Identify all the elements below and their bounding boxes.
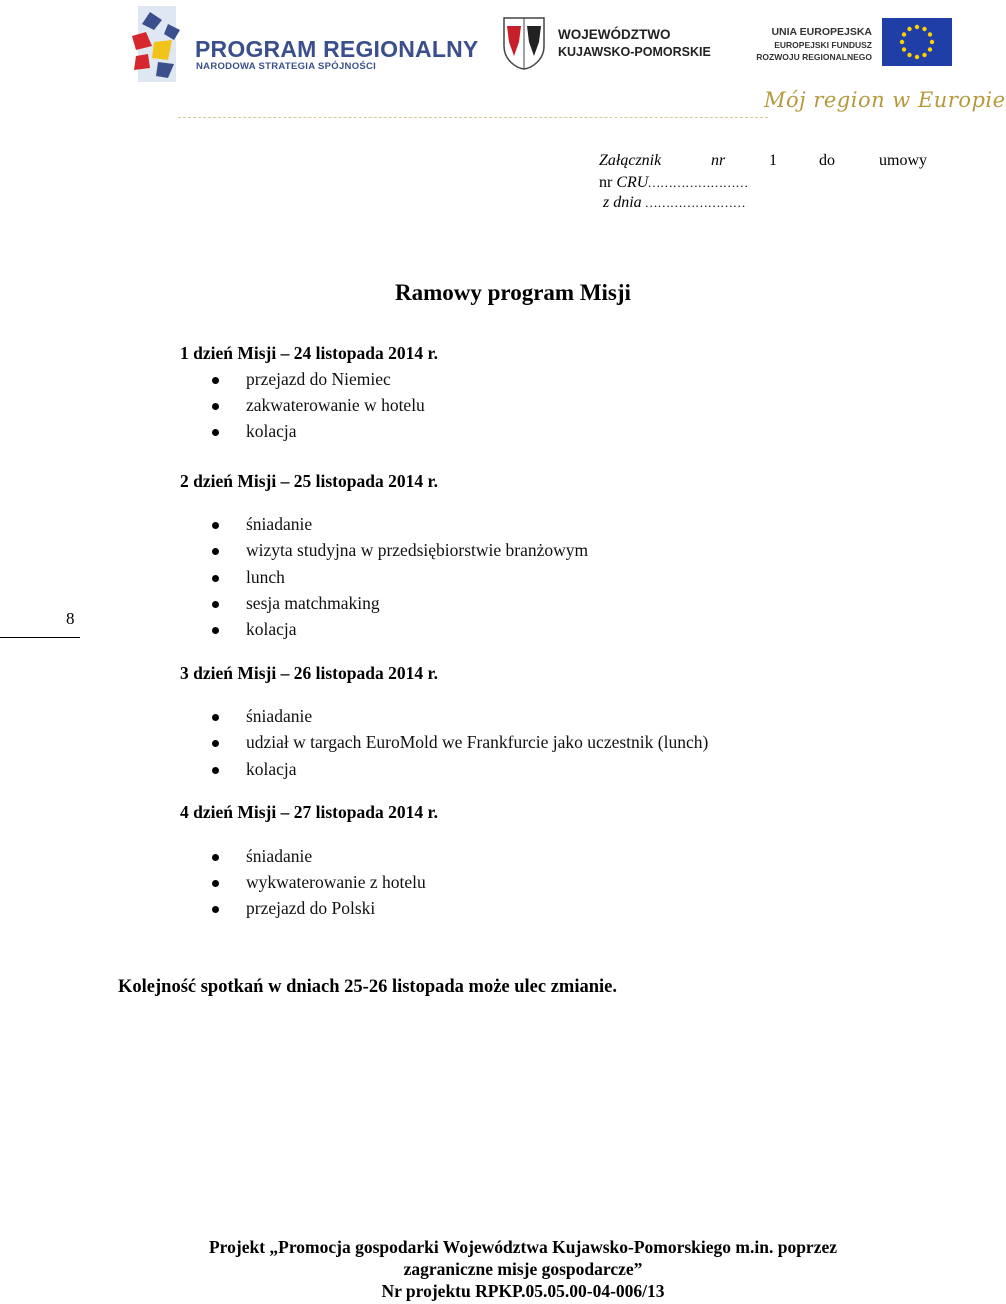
day-2-item: wizyta studyjna w przedsiębiorstwie branżowym — [246, 540, 589, 560]
bullet-icon — [212, 767, 219, 774]
bullet-icon — [212, 548, 219, 555]
attachment-contract-number — [599, 174, 749, 192]
day-1-heading: 1 dzień Misji – 24 listopada 2014 r. — [180, 343, 438, 363]
eu-logo-line1: UNIA EUROPEJSKA — [771, 26, 872, 38]
eu-flag-icon — [882, 18, 952, 66]
footer-project-line1: Projekt „Promocja gospodarki Województwa Kujawsko-Pomorskiego m.in. poprzez — [208, 1237, 837, 1257]
nr-label: nr — [599, 174, 613, 191]
eu-logo — [756, 18, 954, 66]
day-3-heading: 3 dzień Misji – 26 listopada 2014 r. — [180, 663, 438, 683]
footer-project-line2: zagraniczne misje gospodarcze” — [403, 1259, 643, 1279]
bullet-icon — [212, 854, 219, 861]
bullet-icon — [212, 403, 219, 410]
bullet-icon — [212, 522, 219, 529]
attachment-word-umowy: umowy — [879, 152, 927, 169]
program-logo-subtitle: NARODOWA STRATEGIA SPÓJNOŚCI — [196, 61, 377, 72]
attachment-word-zalacznik: Załącznik — [599, 152, 662, 169]
day-1-item: przejazd do Niemiec — [246, 369, 391, 389]
page-number: 8 — [66, 609, 75, 628]
day-4-item: przejazd do Polski — [246, 898, 376, 918]
page-number-rule — [0, 637, 80, 638]
bullet-icon — [212, 714, 219, 721]
attachment-date — [603, 194, 746, 212]
day-2-item: sesja matchmaking — [246, 593, 380, 613]
region-logo — [502, 16, 711, 72]
header-divider — [178, 117, 768, 118]
attachment-word-do: do — [819, 152, 835, 169]
slogan: Mój region w Europie — [764, 88, 1006, 112]
document-title: Ramowy program Misji — [395, 280, 631, 305]
bullet-icon — [212, 429, 219, 436]
day-2-item: kolacja — [246, 619, 297, 639]
day-4-heading: 4 dzień Misji – 27 listopada 2014 r. — [180, 802, 438, 822]
region-logo-line1: WOJEWÓDZTWO — [558, 27, 671, 42]
cru-placeholder: …………………… — [648, 175, 749, 190]
attachment-word-nr: nr — [711, 152, 726, 169]
program-regionalny-logo — [128, 6, 479, 82]
attachment-word-number: 1 — [769, 152, 777, 169]
coat-of-arms-icon — [502, 16, 546, 70]
bullet-icon — [212, 601, 219, 608]
date-label: z dnia — [603, 194, 642, 211]
region-logo-line2: KUJAWSKO-POMORSKIE — [558, 45, 711, 59]
program-logo-title: PROGRAM REGIONALNY — [195, 36, 479, 62]
program-regionalny-emblem-icon — [128, 6, 186, 82]
schedule-note: Kolejność spotkań w dniach 25-26 listopada może ulec zmianie. — [118, 977, 617, 997]
day-2-item: śniadanie — [246, 514, 313, 534]
day-4-item: śniadanie — [246, 846, 313, 866]
bullet-icon — [212, 575, 219, 582]
day-2-item: lunch — [246, 567, 285, 587]
day-1-item: zakwaterowanie w hotelu — [246, 395, 425, 415]
day-3-item: udział w targach EuroMold we Frankfurcie jako uczestnik (lunch) — [246, 732, 709, 752]
bullet-icon — [212, 880, 219, 887]
bullet-icon — [212, 627, 219, 634]
day-3-item: śniadanie — [246, 706, 313, 726]
eu-logo-line3: ROZWOJU REGIONALNEGO — [756, 52, 872, 62]
day-2-heading: 2 dzień Misji – 25 listopada 2014 r. — [180, 471, 438, 491]
day-3-item: kolacja — [246, 759, 297, 779]
cru-label: CRU — [616, 174, 649, 191]
bullet-icon — [212, 740, 219, 747]
day-1-item: kolacja — [246, 421, 297, 441]
date-placeholder: …………………… — [645, 195, 747, 210]
bullet-icon — [212, 906, 219, 913]
bullet-icon — [212, 377, 219, 384]
eu-logo-line2: EUROPEJSKI FUNDUSZ — [774, 40, 872, 50]
day-4-item: wykwaterowanie z hotelu — [246, 872, 426, 892]
footer-project-number: Nr projektu RPKP.05.05.00-04-006/13 — [381, 1281, 665, 1301]
